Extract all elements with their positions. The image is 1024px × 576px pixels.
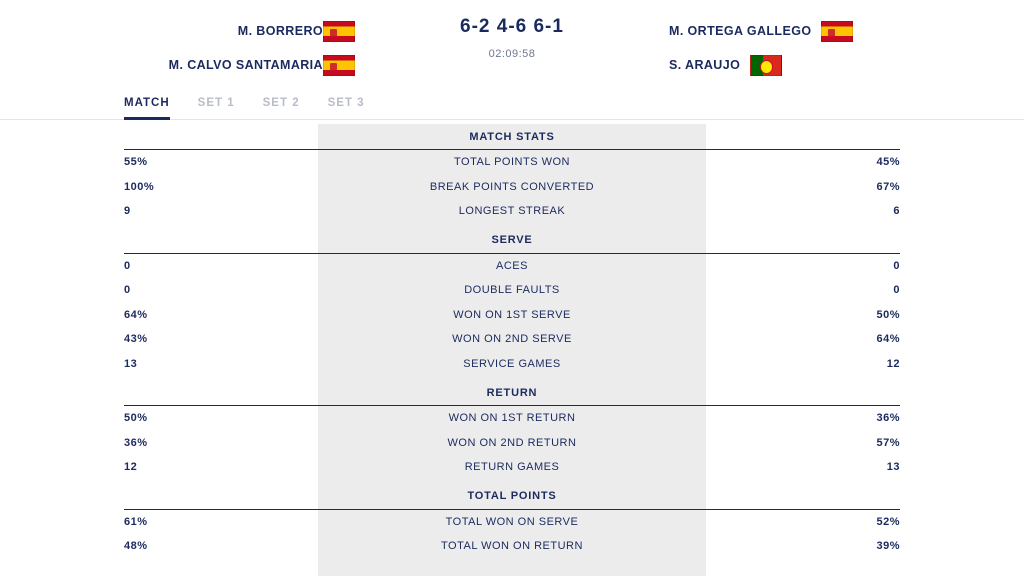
stat-label: LONGEST STREAK <box>458 205 566 218</box>
stat-right-value: 64% <box>876 333 900 346</box>
section-header-match-stats: MATCH STATS <box>124 124 900 150</box>
table-row <box>124 303 900 328</box>
table-row <box>124 510 900 535</box>
stat-right-value: 12 <box>886 357 900 370</box>
table-row <box>124 278 900 303</box>
stat-left-value: 43% <box>124 333 148 346</box>
section-header-return: RETURN <box>124 380 900 406</box>
right-player-2-name: S. ARAUJO <box>669 58 741 72</box>
stat-right-value: 0 <box>893 284 900 297</box>
table-row <box>124 150 900 175</box>
section-header-serve: SERVE <box>124 228 900 254</box>
match-duration: 02:09:58 <box>488 48 536 60</box>
stat-left-value: 55% <box>124 156 148 169</box>
right-player-1 <box>669 14 853 48</box>
stats-tabs <box>0 84 1024 120</box>
scoreboard <box>0 0 1024 84</box>
stat-left-value: 48% <box>124 540 148 553</box>
tab-set-3[interactable]: SET 3 <box>327 97 365 109</box>
stat-label: DOUBLE FAULTS <box>464 284 560 297</box>
stat-left-value: 9 <box>124 205 131 218</box>
stat-left-value: 36% <box>124 436 148 449</box>
left-player-1-name: M. BORRERO <box>237 24 323 38</box>
left-player-1 <box>228 14 355 48</box>
tab-match[interactable]: MATCH <box>124 97 184 119</box>
table-row <box>124 199 900 224</box>
stat-right-value: 0 <box>893 259 900 272</box>
stat-left-value: 100% <box>124 180 155 193</box>
right-player-1-name: M. ORTEGA GALLEGO <box>669 24 812 38</box>
stat-label: WON ON 2ND SERVE <box>452 333 572 346</box>
stats-table <box>0 124 1024 559</box>
table-row <box>124 254 900 279</box>
table-row <box>124 352 900 377</box>
table-row <box>124 455 900 480</box>
stat-right-value: 13 <box>886 461 900 474</box>
stat-right-value: 6 <box>893 205 900 218</box>
stat-right-value: 39% <box>876 540 900 553</box>
table-row <box>124 534 900 559</box>
stat-right-value: 57% <box>876 436 900 449</box>
spain-flag-icon <box>323 21 355 42</box>
stat-label: WON ON 1ST RETURN <box>448 412 576 425</box>
right-player-2 <box>669 48 782 82</box>
stat-right-value: 50% <box>876 308 900 321</box>
stat-label: BREAK POINTS CONVERTED <box>429 180 595 193</box>
table-row <box>124 431 900 456</box>
stat-left-value: 0 <box>124 259 131 272</box>
stat-label: TOTAL POINTS WON <box>454 156 570 169</box>
table-row <box>124 406 900 431</box>
stat-left-value: 0 <box>124 284 131 297</box>
score-summary <box>355 8 669 60</box>
table-row <box>124 175 900 200</box>
spain-flag-icon <box>821 21 853 42</box>
stat-label: WON ON 2ND RETURN <box>447 436 577 449</box>
stat-right-value: 67% <box>876 180 900 193</box>
tab-set-2[interactable]: SET 2 <box>262 97 300 109</box>
stat-right-value: 36% <box>876 412 900 425</box>
stat-left-value: 13 <box>124 357 138 370</box>
tab-set-1[interactable]: SET 1 <box>197 97 235 109</box>
stat-left-value: 12 <box>124 461 138 474</box>
set-score: 6-2 4-6 6-1 <box>460 16 564 37</box>
stat-left-value: 61% <box>124 515 148 528</box>
stat-left-value: 50% <box>124 412 148 425</box>
stat-label: ACES <box>496 259 528 272</box>
stat-label: RETURN GAMES <box>464 461 560 474</box>
left-team <box>0 8 355 82</box>
portugal-flag-icon <box>750 55 782 76</box>
table-row <box>124 327 900 352</box>
stat-left-value: 64% <box>124 308 148 321</box>
section-header-total-points: TOTAL POINTS <box>124 484 900 510</box>
stat-right-value: 45% <box>876 156 900 169</box>
spain-flag-icon <box>323 55 355 76</box>
left-player-2 <box>159 48 355 82</box>
stat-right-value: 52% <box>876 515 900 528</box>
stat-label: SERVICE GAMES <box>463 357 561 370</box>
stat-label: TOTAL WON ON SERVE <box>445 515 579 528</box>
right-team <box>669 8 1024 82</box>
left-player-2-name: M. CALVO SANTAMARIA <box>168 58 323 72</box>
stat-label: WON ON 1ST SERVE <box>453 308 571 321</box>
stat-label: TOTAL WON ON RETURN <box>441 540 583 553</box>
